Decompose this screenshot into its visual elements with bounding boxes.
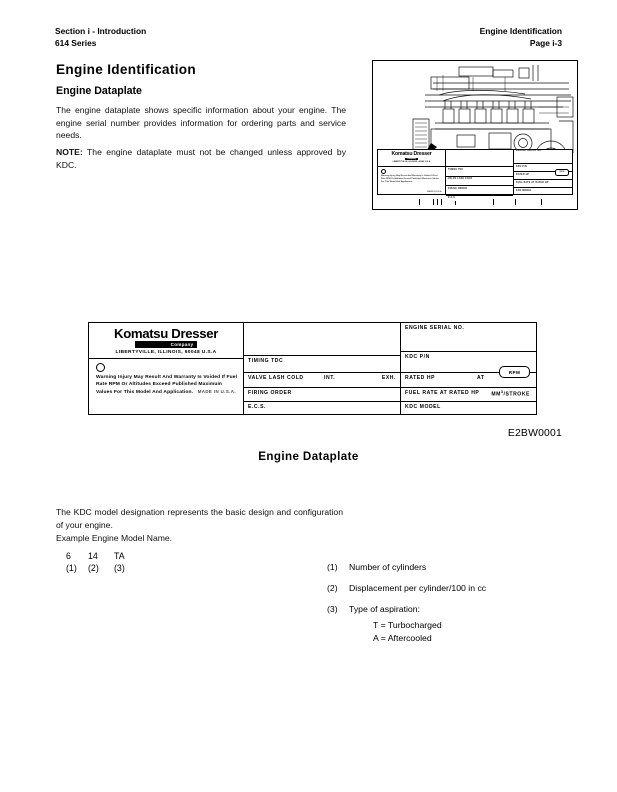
figure-caption: Engine Dataplate <box>258 450 359 463</box>
field-kdc-model: KDC MODEL <box>405 404 441 410</box>
field-firing-order: FIRING ORDER <box>244 388 400 402</box>
rated-hp-at-label: AT <box>477 375 485 381</box>
inset-field-kdc-pn: KDC P/N <box>514 164 572 172</box>
brand-company-wrap <box>89 341 243 348</box>
header-left <box>55 26 146 49</box>
rpm-badge: RPM <box>499 366 530 378</box>
inset-field-fuel-rate: FUEL RATE AT RATED HP <box>514 180 572 188</box>
inset-warning-box <box>378 167 445 193</box>
inset-dataplate-right-column <box>514 150 572 194</box>
model-code-1: 6 <box>66 551 71 561</box>
legend-text: Number of cylinders <box>349 562 427 572</box>
brand-company-bar: Company <box>135 341 198 348</box>
inset-warning-circle-icon <box>381 169 386 174</box>
model-code-row <box>66 550 125 562</box>
inset-field-rated-hp <box>514 172 572 180</box>
fuel-rate-unit <box>491 390 530 398</box>
legend-sub-turbocharged: T = Turbocharged <box>373 620 442 630</box>
engine-dataplate-diagram <box>88 322 537 415</box>
inset-dataplate-middle-column <box>446 150 514 200</box>
fuel-rate-label: FUEL RATE AT RATED HP <box>405 390 480 396</box>
inset-field-firing-order: FIRING ORDER <box>446 186 513 196</box>
dataplate-blank-row <box>244 323 400 356</box>
inset-brand-address: LIBERTYVILLE, ILLINOIS, 60048 U.S.A <box>392 161 431 164</box>
warning-circle-icon <box>96 363 105 372</box>
legend-item <box>327 604 486 614</box>
note-paragraph <box>56 146 346 171</box>
warning-box <box>89 359 243 396</box>
inset-rated-hp-label: RATED HP <box>516 173 530 176</box>
field-ecs: E.C.S. <box>248 404 267 410</box>
legend-list <box>327 562 486 645</box>
brand-name: Komatsu Dresser <box>114 326 218 341</box>
rated-hp-label: RATED HP <box>405 375 436 381</box>
inset-made-in-label: MADE IN U.S.A. <box>427 191 442 193</box>
legend-item <box>327 583 486 593</box>
figure-id: E2BW0001 <box>507 428 562 439</box>
model-code-3: TA <box>114 551 125 561</box>
engine-illustration <box>372 60 578 210</box>
kdc-pn-label: KDC P/N <box>405 354 430 360</box>
dataplate-middle-column <box>244 323 401 414</box>
header-series-label: 614 Series <box>55 37 97 48</box>
model-marker-2: (2) <box>88 563 99 574</box>
header-page-number: Page i-3 <box>529 37 562 48</box>
field-engine-serial-no: ENGINE SERIAL NO. <box>401 323 536 352</box>
inset-field-timing-tdc: TIMING TDC <box>446 167 513 177</box>
legend-sub-list <box>373 619 486 645</box>
model-marker-3: (3) <box>114 563 125 574</box>
fuel-unit-exponent: 3 <box>500 390 504 394</box>
dataplate-right-column <box>401 323 536 414</box>
intro-paragraph: The engine dataplate shows specific information about your engine. The engine serial number provides information for ordering parts and service needs. <box>56 105 346 141</box>
warning-text: Warning Injury May Result And Warranty Is Voided If Fuel Rate RPM Or Altitudes Exceed Published Maximum Values For This Model And Application. <box>96 375 238 395</box>
scale-tick-marks <box>377 197 573 205</box>
legend-number: (3) <box>327 604 338 614</box>
note-text: The engine dataplate must not be changed unless approved by KDC. <box>56 147 346 170</box>
legend-sub-aftercooled: A = Aftercooled <box>373 633 432 644</box>
example-model-label: Example Engine Model Name. <box>56 533 173 543</box>
legend-number: (2) <box>327 583 338 593</box>
model-marker-row <box>66 562 125 574</box>
field-rated-hp <box>401 369 536 388</box>
inset-dataplate-brand-column <box>378 150 446 194</box>
inset-field-valve-lash: VALVE LASH COLD <box>446 177 513 187</box>
model-code-2: 14 <box>88 551 98 561</box>
model-example-block <box>66 550 125 575</box>
brand-address: LIBERTYVILLE, ILLINOIS, 60048 U.S.A <box>115 350 217 356</box>
subsection-title: Engine Dataplate <box>56 85 142 97</box>
brand-box <box>89 323 243 359</box>
valve-lash-label: VALVE LASH COLD <box>248 375 304 381</box>
field-valve-lash-cold <box>244 373 400 388</box>
page-title: Engine Identification <box>56 62 196 77</box>
page-header <box>55 26 562 49</box>
header-right <box>480 26 562 49</box>
field-fuel-rate <box>401 388 536 402</box>
header-topic-label: Engine Identification <box>479 26 562 36</box>
valve-lash-exh-label: EXH. <box>381 375 396 381</box>
valve-lash-int-label: INT. <box>324 375 336 381</box>
dataplate-brand-column <box>89 323 244 414</box>
inset-brand-box <box>378 150 445 167</box>
inset-field-ecs: E.C.S. <box>448 197 456 200</box>
inset-rpm-badge: RPM <box>555 169 569 176</box>
inset-dataplate <box>377 149 573 200</box>
model-designation-paragraph: The KDC model designation represents the basic design and configuration of your engine. <box>56 507 343 530</box>
legend-item <box>327 562 486 572</box>
model-marker-1: (1) <box>66 563 77 574</box>
inset-field-engine-serial: ENGINE SERIAL NO. <box>514 150 572 164</box>
legend-text: Displacement per cylinder/100 in cc <box>349 583 487 593</box>
field-timing-tdc: TIMING TDC <box>244 356 400 373</box>
inset-warning-text: Warning Injury May Result And Warranty Is Voided If Fuel Rate RPM Or Altitudes Exceed Published Maximum Values For This Model And Application. <box>381 175 439 184</box>
made-in-label: MADE IN U.S.A. <box>197 389 236 395</box>
legend-number: (1) <box>327 562 338 572</box>
fuel-unit-suffix: /STROKE <box>503 391 530 398</box>
inset-brand-name: Komatsu Dresser <box>391 151 432 157</box>
header-section-label: Section i - Introduction <box>55 26 147 36</box>
inset-brand-company: Company <box>406 158 417 161</box>
note-label: NOTE: <box>56 147 83 157</box>
fuel-unit-prefix: MM <box>491 391 501 398</box>
inset-blank-row <box>446 150 513 167</box>
inset-field-kdc-model: KDC MODEL <box>516 189 532 192</box>
legend-text: Type of aspiration: <box>349 604 420 614</box>
